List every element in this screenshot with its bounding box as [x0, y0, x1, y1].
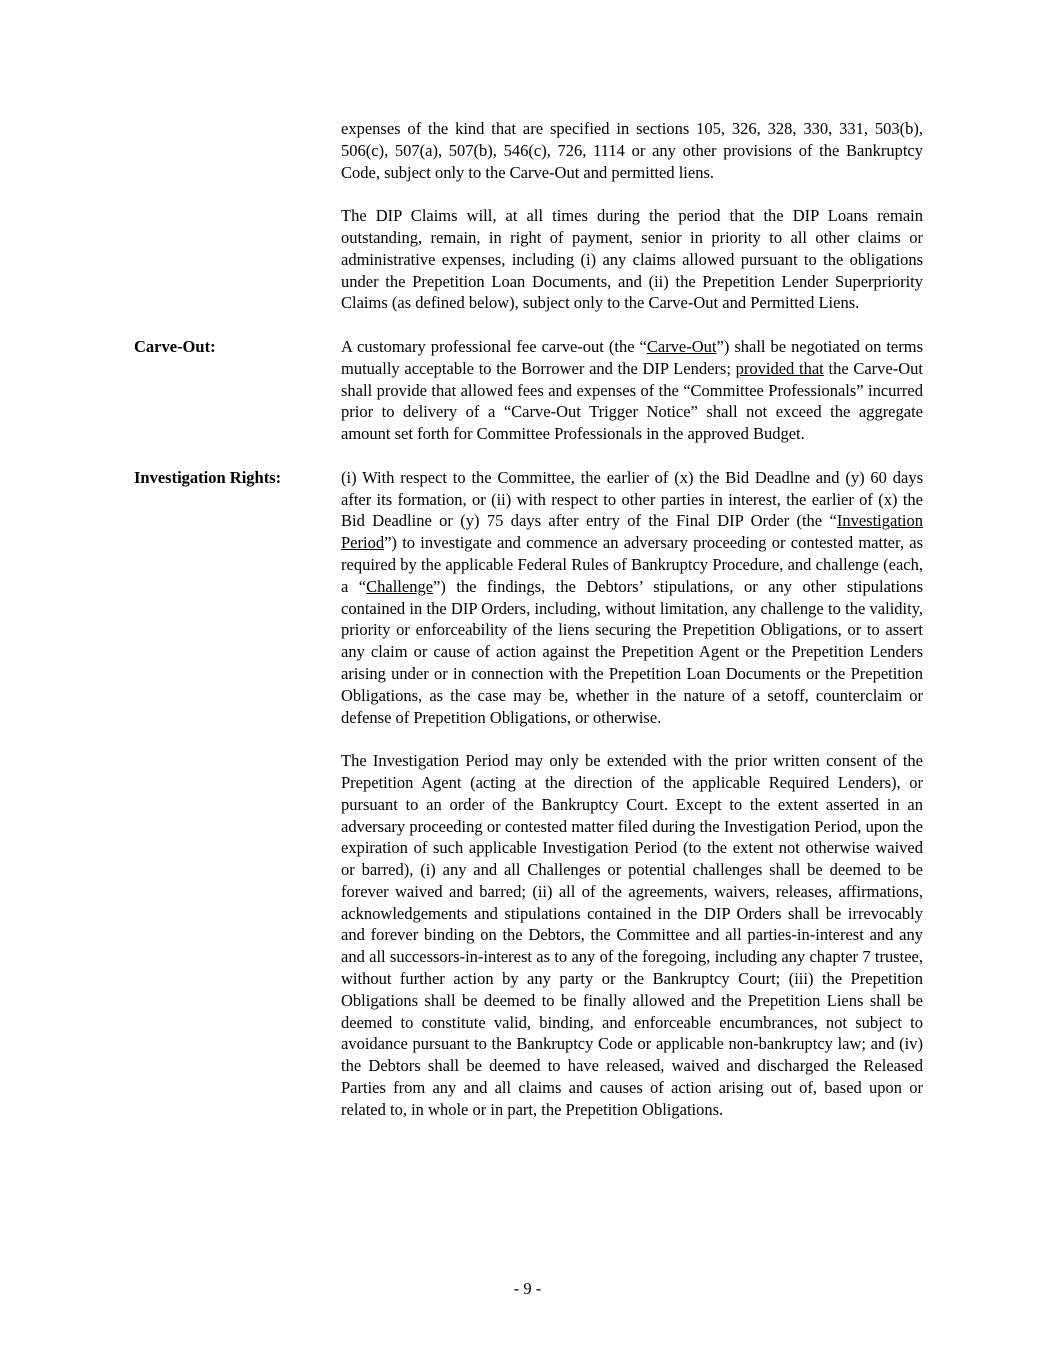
paragraph [341, 750, 923, 1121]
text-run: The Investigation Period may only be extended with the prior written consent of the Prepetition Agent (acting at the direction of the applicable Required Lenders), or pursuant to an order of the Bankruptcy Court. Except to the extent asserted in an adversary proceeding or contested matter filed during the Investigation Period, upon the expiration of such applicable Investigation Period (to the extent not otherwise waived or barred), (i) any and all Challenges or potential challenges shall be deemed to be forever waived and barred; (ii) all of the agreements, waivers, releases, affirmations, acknowledgements and stipulations contained in the DIP Orders shall be irrevocably and forever binding on the Debtors, the Committee and all parties-in-interest and any and all successors-in-interest as to any of the foregoing, including any chapter 7 trustee, without further action by any party or the Bankruptcy Court; (iii) the Prepetition Obligations shall be deemed to be finally allowed and the Prepetition Liens shall be deemed to constitute valid, binding, and enforceable encumbrances, not subject to avoidance pursuant to the Bankruptcy Code or applicable non-bankruptcy law; and (iv) the Debtors shall be deemed to have released, waived and discharged the Released Parties from any and all claims and causes of action arising out of, based upon or related to, in whole or in part, the Prepetition Obligations. [341, 751, 923, 1119]
section-content [341, 336, 923, 467]
text-run: expenses of the kind that are specified in sections 105, 326, 328, 330, 331, 503(b), 506(c), 507(a), 507(b), 546(c), 726, 1114 or any other provisions of the Bankruptcy Code, subject only to the Carve-Out and permitted liens. [341, 119, 923, 182]
section-row [134, 118, 923, 336]
underlined-term: Carve-Out [646, 336, 717, 356]
text-run: the Carve-Out shall provide that allowed fees and expenses of the “Committee Professionals” incurred prior to delivery of a “Carve-Out Trigger Notice” shall not exceed the aggregate amount set forth for Committee Professionals in the approved Budget. [341, 358, 923, 444]
underlined-term: provided that [735, 358, 824, 378]
paragraph [341, 205, 923, 314]
paragraph [341, 467, 923, 729]
text-run: ”) shall be negotiated on terms mutually acceptable to the Borrower and the DIP Lenders; [341, 336, 924, 378]
document-sections [134, 118, 923, 1142]
text-run: ”) to investigate and commence an adversary proceeding or contested matter, as required by the applicable Federal Rules of Bankruptcy Procedure, and challenge (each, a “ [341, 533, 923, 596]
section-content [341, 118, 923, 336]
document-page [134, 118, 923, 1142]
underlined-term: Challenge [366, 576, 434, 596]
text-run: ”) the findings, the Debtors’ stipulations, or any other stipulations contained in the DIP Orders, including, without limitation, any challenge to the validity, priority or enforceability of the liens securing the Prepetition Obligations, or to assert any claim or cause of action against the Prepetition Agent or the Prepetition Lenders arising under or in connection with the Prepetition Loan Documents or the Prepetition Obligations, as the case may be, whether in the nature of a setoff, counterclaim or defense of Prepetition Obligations, or otherwise. [341, 576, 923, 727]
section-label: Investigation Rights: [134, 467, 282, 487]
section-row [134, 336, 923, 467]
text-run: A customary professional fee carve-out (the “ [341, 336, 647, 356]
text-run: The DIP Claims will, at all times during the period that the DIP Loans remain outstanding, remain, in right of payment, senior in priority to all other claims or administrative expenses, including (i) any claims allowed pursuant to the obligations under the Prepetition Loan Documents, and (ii) the Prepetition Lender Superpriority Claims (as defined below), subject only to the Carve-Out and Permitted Liens. [341, 206, 923, 313]
section-row [134, 467, 923, 1143]
section-content [341, 467, 923, 1143]
section-label: Carve-Out: [134, 336, 216, 356]
page-number: - 9 - [513, 1279, 542, 1298]
underlined-term: Investigation Period [341, 511, 923, 553]
paragraph [341, 118, 923, 183]
text-run: (i) With respect to the Committee, the earlier of (x) the Bid Deadlne and (y) 60 days after its formation, or (ii) with respect to other parties in interest, the earlier of (x) the Bid Deadline or (y) 75 days after entry of the Final DIP Order (the “ [341, 467, 923, 531]
paragraph [341, 336, 923, 445]
